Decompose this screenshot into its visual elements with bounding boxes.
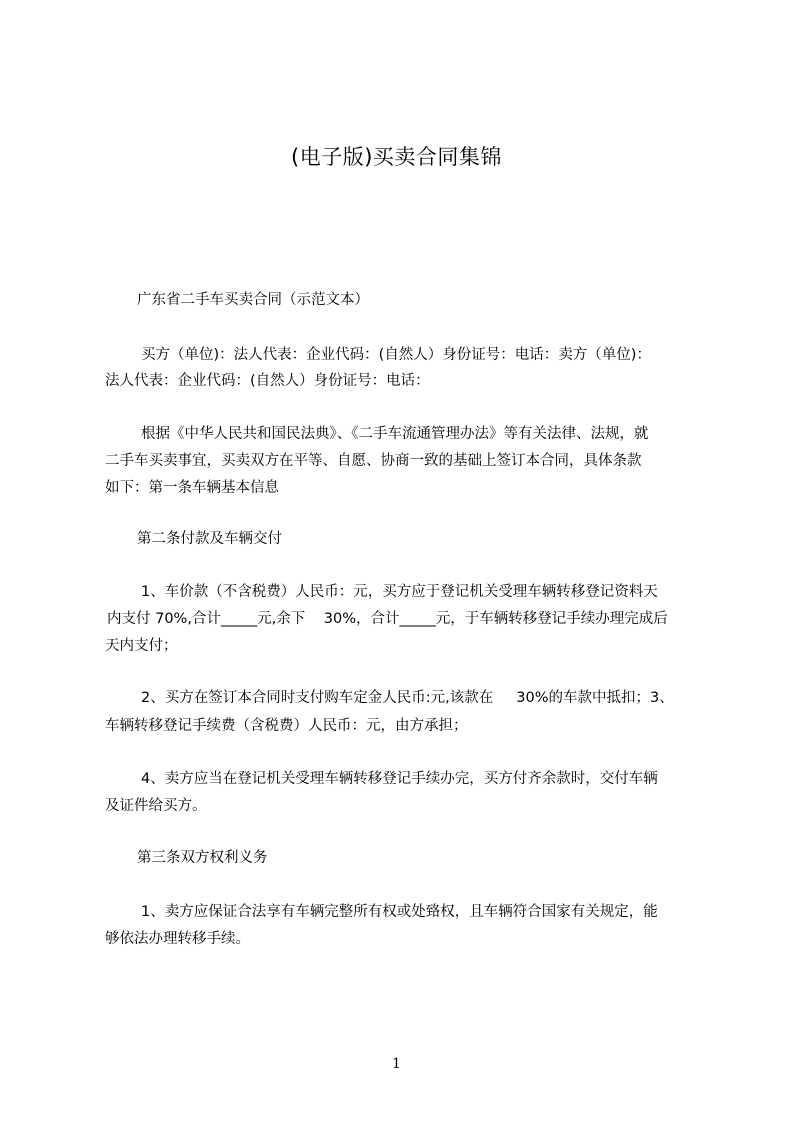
paragraph-line: 根据《中华人民共和国民法典》、《二手车流通管理办法》等有关法律、法规，就 <box>141 426 649 442</box>
paragraph-line: 2、买方在签订本合同时支付购车定金人民币:元,该款在 30%的车款中抵扣；3、 <box>141 690 674 706</box>
article-3-heading: 第三条双方权利义务 <box>137 850 268 866</box>
paragraph-line: 1、卖方应保证合法享有车辆完整所有权或处臵权，且车辆符合国家有关规定，能 <box>141 904 658 920</box>
paragraph-line: 内支付 70%,合计_____元,余下 30%，合计_____元，于车辆转移登记手续办理完成后 <box>107 611 668 627</box>
paragraph-line: 买方（单位)：法人代表：企业代码：(自然人）身份证号：电话：卖方（单位)： <box>141 347 651 363</box>
paragraph-line: 法人代表：企业代码：(自然人）身份证号：电话： <box>105 373 430 389</box>
paragraph-line: 够依法办理转移手续。 <box>105 931 250 947</box>
paragraph-line: 如下：第一条车辆基本信息 <box>105 480 279 496</box>
paragraph-line: 4、卖方应当在登记机关受理车辆转移登记手续办完，买方付齐余款时，交付车辆 <box>141 771 658 787</box>
article-2-heading: 第二条付款及车辆交付 <box>137 531 282 547</box>
paragraph-line: 天内支付； <box>105 638 178 654</box>
contract-title: 广东省二手车买卖合同（示范文本） <box>137 292 369 308</box>
paragraph-line: 车辆转移登记手续费（含税费）人民币：元，由方承担； <box>105 718 468 734</box>
paragraph-line: 二手车买卖事宜，买卖双方在平等、自愿、协商一致的基础上签订本合同，具体条款 <box>105 453 642 469</box>
document-title: (电子版)买卖合同集锦 <box>291 145 502 169</box>
paragraph-line: 1、车价款（不含税费）人民币：元，买方应于登记机关受理车辆转移登记资料天 <box>141 584 658 600</box>
page-number: 1 <box>392 1056 401 1072</box>
paragraph-line: 及证件给买方。 <box>105 798 207 814</box>
